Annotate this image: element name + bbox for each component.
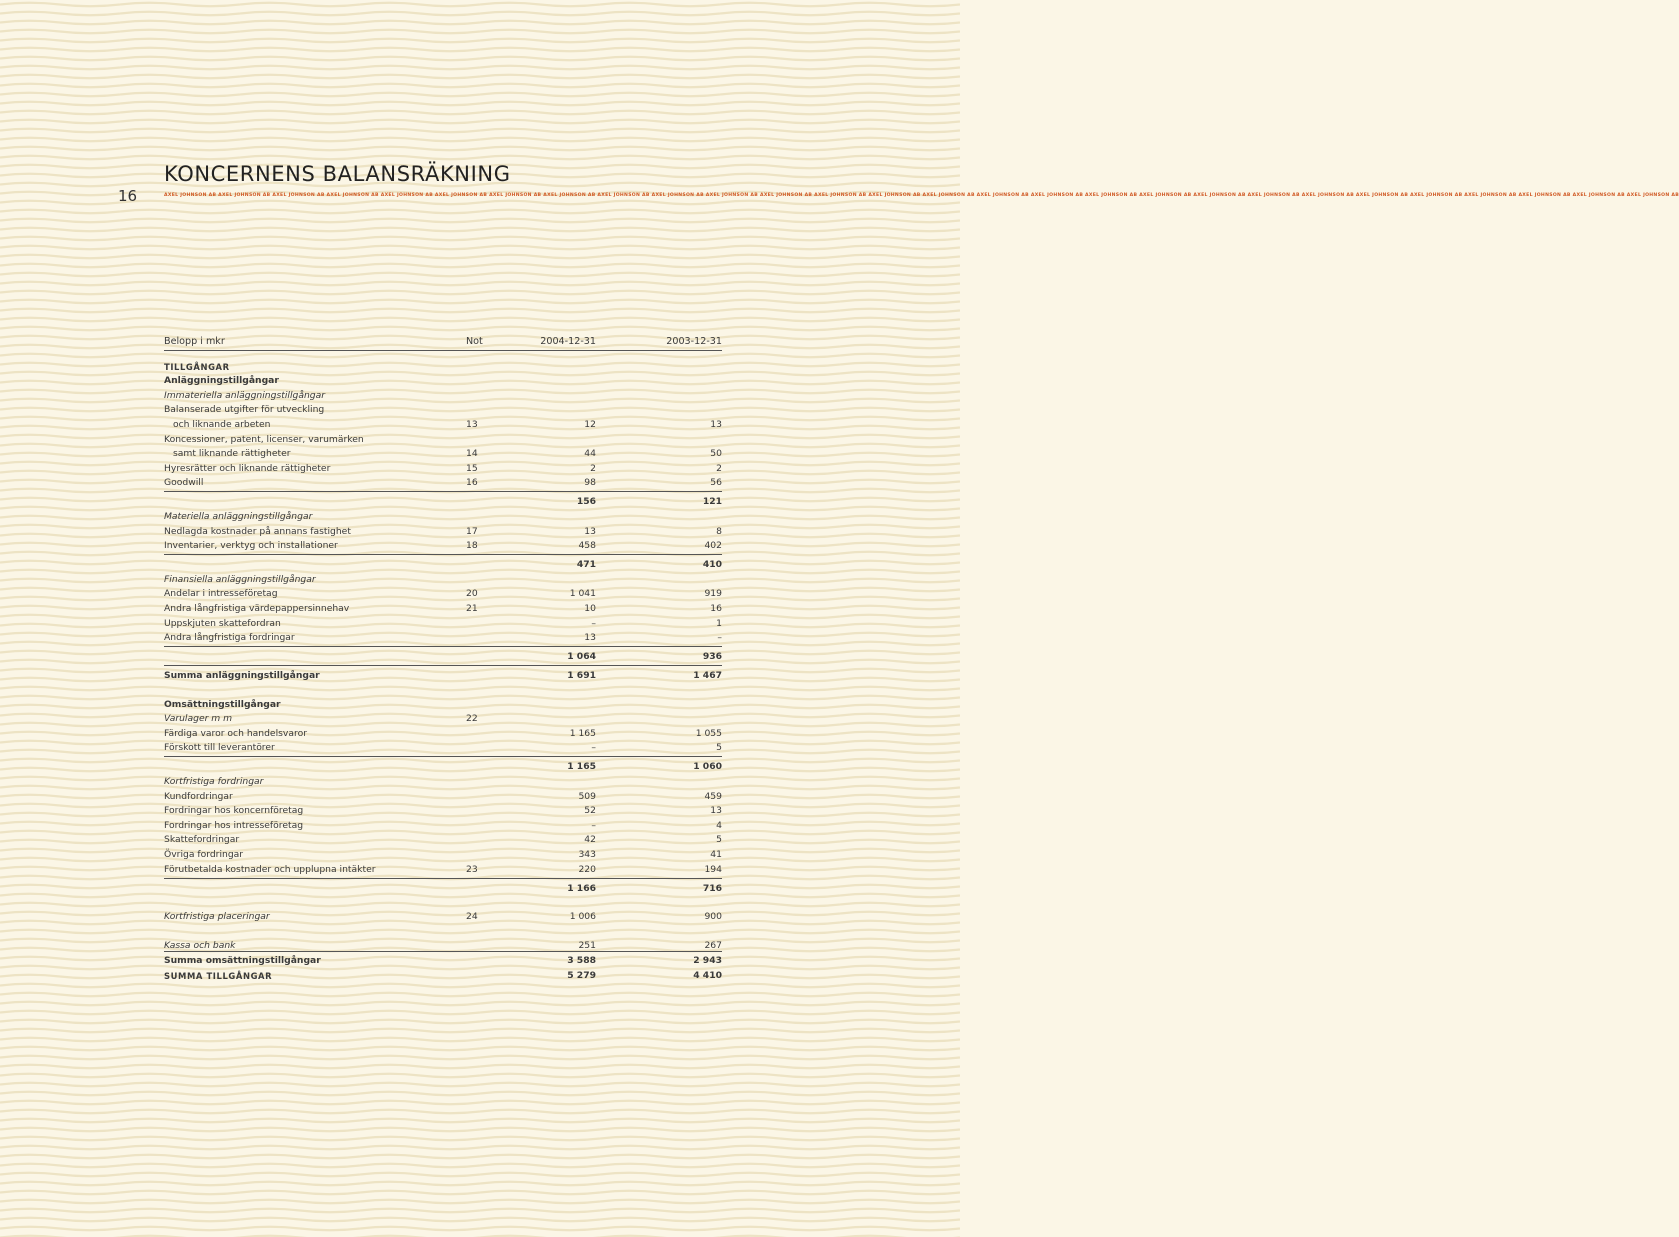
row-value-2004: 10 <box>584 602 596 614</box>
row-label: och liknande arbeten <box>173 418 271 430</box>
table-row <box>164 357 722 372</box>
row-value-2003: 56 <box>710 477 722 489</box>
table-row <box>164 522 722 537</box>
row-value-2003: 16 <box>710 602 722 614</box>
row-value-2004: 1 006 <box>569 911 596 923</box>
brand-strip: AXEL JOHNSON AB AXEL JOHNSON AB AXEL JOHNSON AB AXEL JOHNSON AB AXEL JOHNSON AB AXEL JOHNSON AB AXEL JOHNSON AB AXEL JOHNSON AB AXEL JOHNSON AB AXEL JOHNSON AB AXEL JOHNSON AB AXEL JOHNSON AB AXEL JOHNSON AB AXEL JOHNSON AB AXEL JOHNSON AB AXEL JOHNSON AB AXEL JOHNSON AB AXEL JOHNSON AB AXEL JOHNSON AB AXEL JOHNSON AB AXEL JOHNSON AB AXEL JOHNSON AB AXEL JOHNSON AB AXEL JOHNSON AB AXEL JOHNSON AB AXEL JOHNSON AB AXEL JOHNSON AB AXEL JOHNSON AB <box>164 193 1679 198</box>
row-value-2003: 194 <box>704 863 722 875</box>
row-value-2004: 1 165 <box>567 761 596 773</box>
row-value-2003: 50 <box>710 448 722 460</box>
row-value-2003: 2 <box>716 462 722 474</box>
row-value-2003: 919 <box>704 588 722 600</box>
row-label: Fordringar hos koncernföretag <box>164 805 304 817</box>
row-label: Förskott till leverantörer <box>164 742 275 754</box>
table-row <box>164 459 722 474</box>
row-value-2003: 1 <box>716 617 722 629</box>
row-label: Andra långfristiga fordringar <box>164 632 295 644</box>
row-label: Skattefordringar <box>164 834 240 846</box>
table-header <box>164 333 722 351</box>
header-label: Belopp i mkr <box>164 336 225 347</box>
table-row <box>164 831 722 846</box>
table-row <box>164 695 722 710</box>
row-label: Andelar i intresseföretag <box>164 588 278 600</box>
row-label: Summa omsättningstillgångar <box>164 955 321 967</box>
header-col-2004: 2004-12-31 <box>540 336 596 347</box>
subtotal-row <box>164 554 722 570</box>
row-value-2003: 13 <box>710 418 722 430</box>
table-row <box>164 908 722 923</box>
row-note: 18 <box>466 540 478 552</box>
row-value-2003: 121 <box>702 496 722 508</box>
row-label: Kundfordringar <box>164 790 233 802</box>
row-value-2004: 2 <box>590 462 596 474</box>
row-value-2004: 13 <box>584 525 596 537</box>
row-value-2003: 900 <box>704 911 722 923</box>
subtotal-row <box>164 646 722 662</box>
table-row <box>164 386 722 401</box>
row-value-2004: 3 588 <box>567 955 596 967</box>
row-note: 13 <box>466 418 478 430</box>
row-value-2004: 343 <box>578 849 596 861</box>
row-value-2003: – <box>717 632 722 644</box>
table-row <box>164 401 722 416</box>
balance-sheet-table <box>164 333 722 981</box>
row-label: Summa anläggningstillgångar <box>164 670 320 682</box>
table-row <box>164 787 722 802</box>
table-row <box>164 816 722 831</box>
row-value-2003: 402 <box>704 540 722 552</box>
row-label: Kassa och bank <box>164 939 236 951</box>
row-note: 14 <box>466 448 478 460</box>
row-note: 24 <box>466 911 478 923</box>
row-label: Anläggningstillgångar <box>164 375 279 387</box>
row-value-2004: 42 <box>584 834 596 846</box>
row-label: Immateriella anläggningstillgångar <box>164 389 326 401</box>
table-row <box>164 845 722 860</box>
row-value-2003: 1 055 <box>695 727 722 739</box>
row-label: SUMMA TILLGÅNGAR <box>164 971 273 981</box>
table-row <box>164 507 722 522</box>
row-value-2004: 5 279 <box>567 970 596 981</box>
table-row <box>164 372 722 387</box>
row-value-2004: 1 166 <box>567 882 596 894</box>
table-row <box>164 860 722 875</box>
row-label: Omsättningstillgångar <box>164 698 281 710</box>
row-label: Förutbetalda kostnader och upplupna intäkter <box>164 863 376 875</box>
table-row <box>164 570 722 585</box>
row-value-2003: 8 <box>716 525 722 537</box>
row-value-2003: 1 467 <box>693 670 722 682</box>
row-label: samt liknande rättigheter <box>173 448 291 460</box>
table-row <box>164 430 722 445</box>
header-note: Not <box>466 336 483 347</box>
row-value-2004: 44 <box>584 448 596 460</box>
subtotal-row <box>164 756 722 772</box>
row-value-2004: 1 165 <box>569 727 596 739</box>
total-row <box>164 951 722 967</box>
row-label: Nedlagda kostnader på annans fastighet <box>164 525 351 537</box>
subtotal-row <box>164 878 722 894</box>
row-note: 20 <box>466 588 478 600</box>
row-label: Fordringar hos intresseföretag <box>164 819 304 831</box>
table-row <box>164 585 722 600</box>
row-value-2003: 13 <box>710 805 722 817</box>
table-row <box>164 629 722 644</box>
spacer <box>164 894 722 908</box>
table-body <box>164 357 722 981</box>
row-value-2003: 716 <box>702 882 722 894</box>
row-value-2003: 41 <box>710 849 722 861</box>
row-value-2003: 5 <box>716 742 722 754</box>
row-value-2004: 13 <box>584 632 596 644</box>
row-label: Övriga fordringar <box>164 849 244 861</box>
row-value-2004: 251 <box>578 939 596 951</box>
row-value-2004: 1 064 <box>567 651 596 663</box>
table-row <box>164 802 722 817</box>
table-row <box>164 537 722 552</box>
row-label: TILLGÅNGAR <box>164 361 230 372</box>
table-row <box>164 772 722 787</box>
row-value-2003: 4 410 <box>693 970 722 981</box>
subtotal-row <box>164 491 722 507</box>
header-col-2003: 2003-12-31 <box>666 336 722 347</box>
row-label: Balanserade utgifter för utveckling <box>164 404 325 416</box>
table-row <box>164 936 722 951</box>
table-row <box>164 599 722 614</box>
page-title: KONCERNENS BALANSRÄKNING <box>164 162 511 186</box>
row-label: Goodwill <box>164 477 204 489</box>
page-number: 16 <box>118 187 138 205</box>
grand-total-row <box>164 966 722 981</box>
row-note: 16 <box>466 477 478 489</box>
row-value-2004: 12 <box>584 418 596 430</box>
table-row <box>164 710 722 725</box>
row-value-2004: 220 <box>578 863 596 875</box>
row-value-2003: 4 <box>716 819 722 831</box>
row-value-2003: 267 <box>704 939 722 951</box>
row-label: Hyresrätter och liknande rättigheter <box>164 462 331 474</box>
row-value-2004: 1 691 <box>567 670 596 682</box>
row-note: 23 <box>466 863 478 875</box>
table-row <box>164 415 722 430</box>
table-row <box>164 614 722 629</box>
row-value-2004: – <box>591 617 596 629</box>
row-value-2004: – <box>591 819 596 831</box>
row-value-2004: – <box>591 742 596 754</box>
row-value-2004: 156 <box>576 496 596 508</box>
row-label: Materiella anläggningstillgångar <box>164 510 313 522</box>
total-row <box>164 665 722 681</box>
row-value-2004: 458 <box>578 540 596 552</box>
row-value-2003: 5 <box>716 834 722 846</box>
table-row <box>164 474 722 489</box>
row-value-2004: 52 <box>584 805 596 817</box>
table-row <box>164 724 722 739</box>
table-row <box>164 739 722 754</box>
row-value-2004: 98 <box>584 477 596 489</box>
row-label: Kortfristiga fordringar <box>164 776 264 788</box>
row-label: Andra långfristiga värdepappersinnehav <box>164 602 350 614</box>
row-label: Koncessioner, patent, licenser, varumärken <box>164 433 364 445</box>
row-value-2004: 1 041 <box>569 588 596 600</box>
row-value-2003: 410 <box>702 559 722 571</box>
row-label: Varulager m m <box>164 713 233 725</box>
table-row <box>164 445 722 460</box>
row-label: Uppskjuten skattefordran <box>164 617 281 629</box>
row-label: Kortfristiga placeringar <box>164 911 270 923</box>
spacer <box>164 922 722 936</box>
row-value-2003: 2 943 <box>693 955 722 967</box>
row-note: 15 <box>466 462 478 474</box>
row-label: Inventarier, verktyg och installationer <box>164 540 338 552</box>
row-value-2004: 509 <box>578 790 596 802</box>
row-label: Färdiga varor och handelsvaror <box>164 727 307 739</box>
row-note: 21 <box>466 602 478 614</box>
row-value-2003: 1 060 <box>693 761 722 773</box>
spacer <box>164 681 722 695</box>
row-value-2004: 471 <box>576 559 596 571</box>
row-note: 22 <box>466 713 478 725</box>
row-note: 17 <box>466 525 478 537</box>
row-value-2003: 459 <box>704 790 722 802</box>
row-value-2003: 936 <box>702 651 722 663</box>
row-label: Finansiella anläggningstillgångar <box>164 573 316 585</box>
